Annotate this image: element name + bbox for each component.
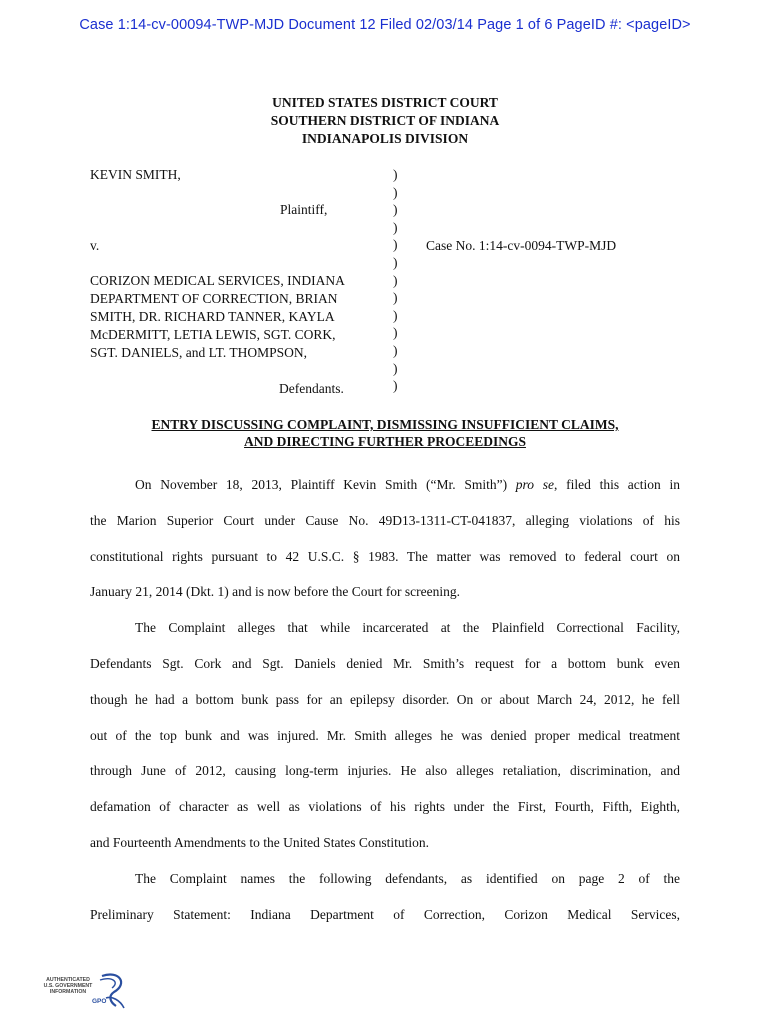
paren: ) xyxy=(393,167,398,182)
entry-title-line: AND DIRECTING FURTHER PROCEEDINGS xyxy=(244,434,526,449)
text-run: , filed this action in xyxy=(554,477,680,492)
defendants-line: CORIZON MEDICAL SERVICES, INDIANA xyxy=(90,273,345,288)
case-number: Case No. 1:14-cv-0094-TWP-MJD xyxy=(426,238,617,253)
defendants-line: SMITH, DR. RICHARD TANNER, KAYLA xyxy=(90,309,335,324)
paragraph-line: Defendants Sgt. Cork and Sgt. Daniels denied Mr. Smith’s request for a bottom bunk even xyxy=(90,655,680,671)
paragraph-line: and Fourteenth Amendments to the United States Constitution. xyxy=(90,834,429,850)
paren: ) xyxy=(393,378,398,394)
plaintiff-label: Plaintiff, xyxy=(280,202,328,217)
paren: ) xyxy=(393,254,398,270)
paragraph-line: The Complaint names the following defendants, as identified on page 2 of the xyxy=(135,870,680,886)
paragraph-line: the Marion Superior Court under Cause No. 49D13-1311-CT-041837, alleging violations of his xyxy=(90,512,680,528)
paragraph-line: defamation of character as well as violations of his rights under the First, Fourth, Fifth, Eighth, xyxy=(90,799,680,815)
paragraph-line: constitutional rights pursuant to 42 U.S.C. § 1983. The matter was removed to federal court on xyxy=(90,548,680,564)
svg-text:AUTHENTICATED: AUTHENTICATED xyxy=(46,977,90,983)
paren: ) xyxy=(393,360,398,376)
court-name: UNITED STATES DISTRICT COURT xyxy=(272,95,498,110)
paragraph-line: Preliminary Statement: Indiana Department of Correction, Corizon Medical Services, xyxy=(90,906,680,922)
gpo-authentication-seal xyxy=(40,972,130,1012)
text-run: On November 18, 2013, Plaintiff Kevin Smith (“Mr. Smith”) xyxy=(135,477,516,492)
body-text xyxy=(90,467,680,932)
court-heading xyxy=(0,94,770,148)
paragraph-line: though he had a bottom bunk pass for an epilepsy disorder. On or about March 24, 2012, he fell xyxy=(90,691,680,707)
entry-title xyxy=(0,416,770,450)
defendants-line: McDERMITT, LETIA LEWIS, SGT. CORK, xyxy=(90,327,336,342)
plaintiff-name: KEVIN SMITH, xyxy=(90,167,181,182)
versus: v. xyxy=(90,238,100,253)
defendants-line: DEPARTMENT OF CORRECTION, BRIAN xyxy=(90,291,338,306)
paren: ) xyxy=(393,342,398,358)
entry-title-line: ENTRY DISCUSSING COMPLAINT, DISMISSING INSUFFICIENT CLAIMS, xyxy=(151,417,619,432)
paren: ) xyxy=(393,184,398,200)
paren: ) xyxy=(393,307,398,323)
italic-text: pro se xyxy=(515,477,555,492)
paren: ) xyxy=(393,237,398,253)
defendants-label: Defendants. xyxy=(279,381,344,396)
svg-text:U.S. GOVERNMENT: U.S. GOVERNMENT xyxy=(43,983,93,989)
paren: ) xyxy=(393,219,398,235)
paragraph-line: January 21, 2014 (Dkt. 1) and is now before the Court for screening. xyxy=(90,584,461,600)
paragraph-line: The Complaint alleges that while incarcerated at the Plainfield Correctional Facility, xyxy=(135,620,680,636)
caption-parentheses xyxy=(393,166,398,395)
svg-text:GPO: GPO xyxy=(92,998,107,1005)
paren: ) xyxy=(393,325,398,341)
paragraph-line: through June of 2012, causing long-term injuries. He also alleges retaliation, discrimination, and xyxy=(90,763,680,779)
paren: ) xyxy=(393,272,398,288)
defendants-line: SGT. DANIELS, and LT. THOMPSON, xyxy=(90,345,308,360)
paragraph-line: out of the top bunk and was injured. Mr. Smith alleges he was denied proper medical treatment xyxy=(90,727,680,743)
case-header-stamp: Case 1:14-cv-00094-TWP-MJD Document 12 Filed 02/03/14 Page 1 of 6 PageID #: <pageID> xyxy=(79,17,691,33)
court-division: INDIANAPOLIS DIVISION xyxy=(301,131,469,146)
paren: ) xyxy=(393,290,398,306)
svg-text:INFORMATION: INFORMATION xyxy=(49,989,87,995)
paragraph-line xyxy=(90,467,680,503)
court-district: SOUTHERN DISTRICT OF INDIANA xyxy=(270,113,500,128)
paren: ) xyxy=(393,202,398,218)
